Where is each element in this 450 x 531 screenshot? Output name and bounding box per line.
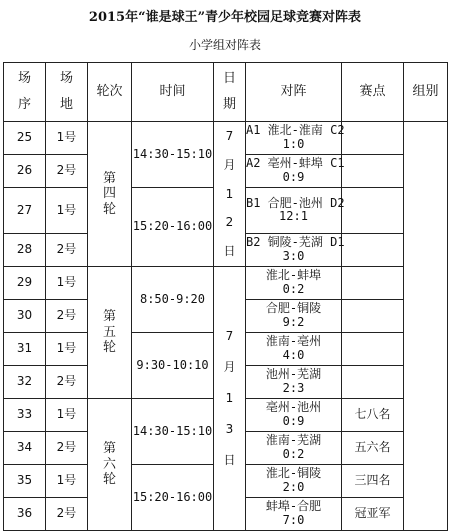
point-cell — [342, 266, 404, 299]
field-cell: 2号 — [46, 431, 88, 464]
match-cell: B2 铜陵-芜湖 D1 3:0 — [246, 233, 342, 266]
time-cell: 14:30-15:10 — [132, 398, 214, 464]
header-time: 时间 — [132, 63, 214, 122]
point-cell: 三四名 — [342, 464, 404, 497]
point-cell — [342, 299, 404, 332]
round-cell: 第五轮 — [88, 266, 132, 398]
seq-cell: 27 — [4, 188, 46, 234]
point-cell: 冠亚军 — [342, 497, 404, 530]
time-cell: 9:30-10:10 — [132, 332, 214, 398]
time-cell: 14:30-15:10 — [132, 122, 214, 188]
match-cell: 池州-芜湖 2:3 — [246, 365, 342, 398]
point-cell: 七八名 — [342, 398, 404, 431]
field-cell: 2号 — [46, 299, 88, 332]
group-cell — [404, 122, 448, 531]
seq-cell: 28 — [4, 233, 46, 266]
point-cell: 五六名 — [342, 431, 404, 464]
header-row — [4, 63, 448, 122]
table-row — [4, 266, 448, 299]
header-match: 对阵 — [246, 63, 342, 122]
header-seq: 场序 — [4, 63, 46, 122]
seq-cell: 32 — [4, 365, 46, 398]
header-date: 日期 — [214, 63, 246, 122]
seq-cell: 34 — [4, 431, 46, 464]
document-subtitle: 小学组对阵表 — [188, 38, 261, 52]
field-cell: 1号 — [46, 266, 88, 299]
field-cell: 2号 — [46, 155, 88, 188]
seq-cell: 31 — [4, 332, 46, 365]
round-cell: 第四轮 — [88, 122, 132, 267]
seq-cell: 35 — [4, 464, 46, 497]
point-cell — [342, 365, 404, 398]
field-cell: 2号 — [46, 365, 88, 398]
match-cell: 淮北-铜陵 2:0 — [246, 464, 342, 497]
point-cell — [342, 233, 404, 266]
match-cell: A1 淮北-淮南 C2 1:0 — [246, 122, 342, 155]
header-field: 场地 — [46, 63, 88, 122]
point-cell — [342, 332, 404, 365]
seq-cell: 25 — [4, 122, 46, 155]
header-round: 轮次 — [88, 63, 132, 122]
schedule-table — [3, 62, 448, 531]
field-cell: 1号 — [46, 398, 88, 431]
seq-cell: 36 — [4, 497, 46, 530]
seq-cell: 33 — [4, 398, 46, 431]
match-cell: 淮南-亳州 4:0 — [246, 332, 342, 365]
field-cell: 1号 — [46, 122, 88, 155]
date-cell: 7月13日 — [214, 266, 246, 530]
seq-cell: 30 — [4, 299, 46, 332]
match-cell: 亳州-池州 0:9 — [246, 398, 342, 431]
point-cell — [342, 188, 404, 234]
time-cell: 8:50-9:20 — [132, 266, 214, 332]
match-cell: 蚌埠-合肥 7:0 — [246, 497, 342, 530]
header-group: 组别 — [404, 63, 448, 122]
match-cell: 淮南-芜湖 0:2 — [246, 431, 342, 464]
time-cell: 15:20-16:00 — [132, 188, 214, 267]
seq-cell: 26 — [4, 155, 46, 188]
table-row — [4, 122, 448, 155]
document-title: 2015年“谁是球王”青少年校园足球竞赛对阵表 — [88, 10, 362, 25]
point-cell — [342, 122, 404, 155]
time-cell: 15:20-16:00 — [132, 464, 214, 530]
field-cell: 2号 — [46, 233, 88, 266]
field-cell: 1号 — [46, 188, 88, 234]
seq-cell: 29 — [4, 266, 46, 299]
point-cell — [342, 155, 404, 188]
match-cell: 合肥-铜陵 9:2 — [246, 299, 342, 332]
header-point: 赛点 — [342, 63, 404, 122]
field-cell: 1号 — [46, 332, 88, 365]
match-cell: 淮北-蚌埠 0:2 — [246, 266, 342, 299]
field-cell: 2号 — [46, 497, 88, 530]
match-cell: A2 亳州-蚌埠 C1 0:9 — [246, 155, 342, 188]
date-cell: 7月12日 — [214, 122, 246, 267]
match-cell: B1 合肥-池州 D2 12:1 — [246, 188, 342, 234]
field-cell: 1号 — [46, 464, 88, 497]
round-cell: 第六轮 — [88, 398, 132, 530]
